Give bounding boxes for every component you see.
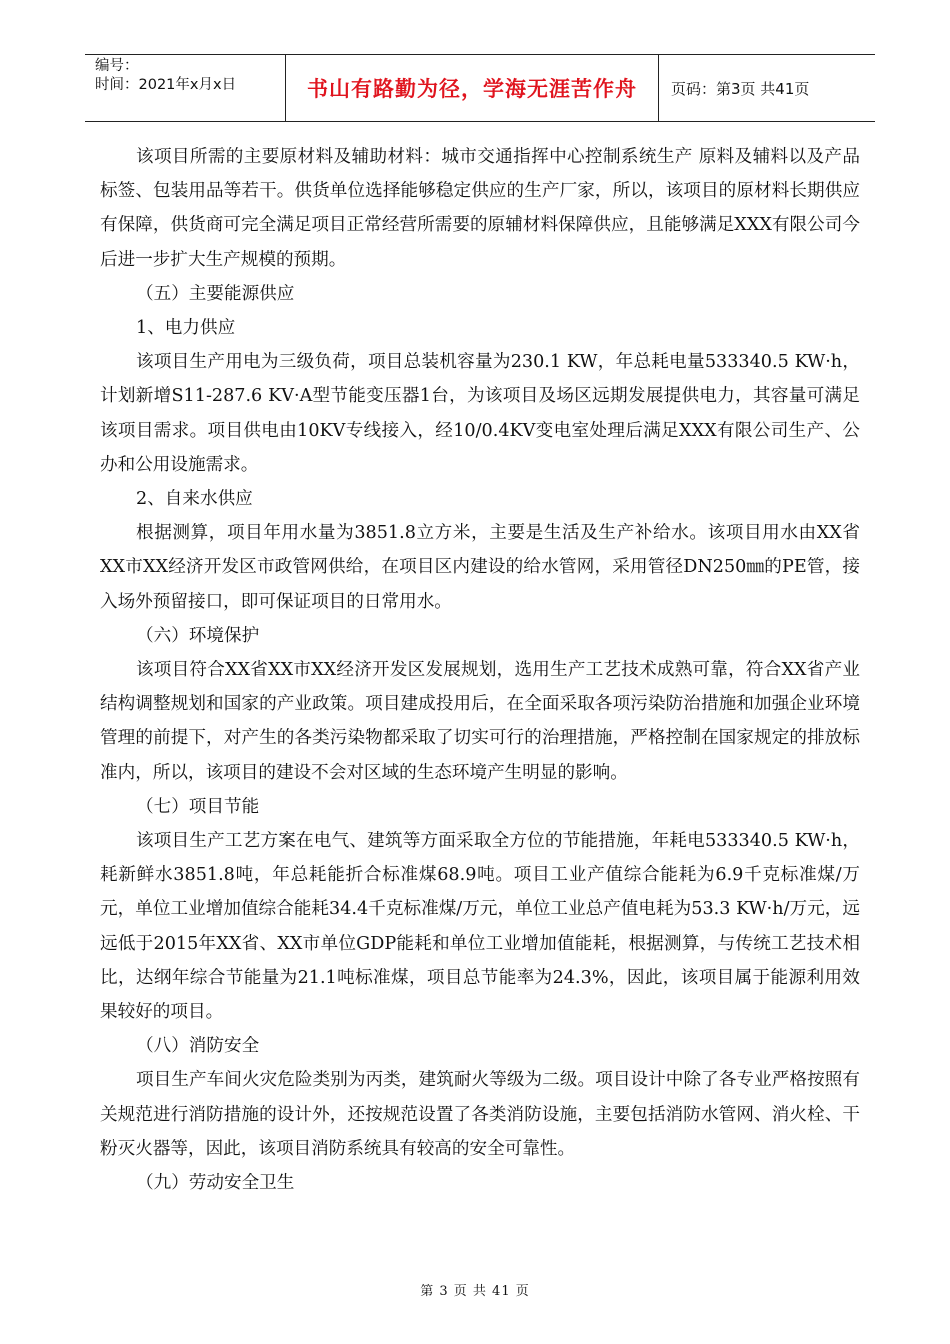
paragraph-water: 根据测算，项目年用水量为3851.8立方米，主要是生活及生产补给水。该项目用水由XX省XX市XX经济开发区市政管网供给，在项目区内建设的给水管网，采用管径DN250㎜的PE管，接入场外预留接口，即可保证项目的日常用水。 <box>100 523 860 612</box>
header-motto: 书山有路勤为径，学海无涯苦作舟 <box>285 55 659 121</box>
time-label: 时间：2021年x月x日 <box>95 77 237 93</box>
section-heading-energy-saving: （七）项目节能 <box>136 796 260 817</box>
section-heading-labor-safety: （九）劳动安全卫生 <box>136 1173 295 1194</box>
header-page-info: 页码：第3页 共41页 <box>671 79 810 98</box>
subheading-power: 1、电力供应 <box>136 318 236 339</box>
header-meta <box>85 55 285 121</box>
paragraph-fire-safety: 项目生产车间火灾危险类别为丙类，建筑耐火等级为二级。项目设计中除了各专业严格按照有关规范进行消防措施的设计外，还按规范设置了各类消防设施，主要包括消防水管网、消火栓、干粉灭火器等，因此，该项目消防系统具有较高的安全可靠性。 <box>100 1070 860 1159</box>
paragraph-environment: 该项目符合XX省XX市XX经济开发区发展规划，选用生产工艺技术成熟可靠，符合XX省产业结构调整规划和国家的产业政策。项目建成投用后，在全面采取各项污染防治措施和加强企业环境管理的前提下，对产生的各类污染物都采取了切实可行的治理措施，严格控制在国家规定的排放标准内，所以，该项目的建设不会对区域的生态环境产生明显的影响。 <box>100 660 860 783</box>
section-heading-fire-safety: （八）消防安全 <box>136 1036 260 1057</box>
paragraph-raw-materials: 该项目所需的主要原材料及辅助材料：城市交通指挥中心控制系统生产 原料及辅料以及产品标签、包装用品等若干。供货单位选择能够稳定供应的生产厂家，所以，该项目的原材料长期供应有保障，供货商可完全满足项目正常经营所需要的原辅材料保障供应，且能够满足XXX有限公司今后进一步扩大生产规模的预期。 <box>100 147 860 270</box>
document-body <box>100 140 860 1200</box>
number-label: 编号： <box>95 58 139 74</box>
page-footer: 第 3 页 共 41 页 <box>420 1284 530 1299</box>
section-heading-environment: （六）环境保护 <box>136 625 260 646</box>
paragraph-power: 该项目生产用电为三级负荷，项目总装机容量为230.1 KW，年总耗电量533340.5 KW·h，计划新增S11-287.6 KV·A型节能变压器1台，为该项目及场区远期发展提供电力，其容量可满足该项目需求。项目供电由10KV专线接入，经10/0.4KV变电室处理后满足XXX有限公司生产、公办和公用设施需求。 <box>100 352 860 475</box>
section-heading-energy: （五）主要能源供应 <box>136 283 295 304</box>
page-header <box>85 54 875 122</box>
paragraph-energy-saving: 该项目生产工艺方案在电气、建筑等方面采取全方位的节能措施，年耗电533340.5 KW·h，耗新鲜水3851.8吨，年总耗能折合标准煤68.9吨。项目工业产值综合能耗为6.9千克标准煤/万元，单位工业增加值综合能耗34.4千克标准煤/万元，单位工业总产值电耗为53.3 KW·h/万元，远远低于2015年XX省、XX市单位GDP能耗和单位工业增加值能耗，根据测算，与传统工艺技术相比，达纲年综合节能量为21.1吨标准煤，项目总节能率为24.3%，因此，该项目属于能源利用效果较好的项目。 <box>100 831 860 1023</box>
subheading-water: 2、自来水供应 <box>136 489 253 510</box>
